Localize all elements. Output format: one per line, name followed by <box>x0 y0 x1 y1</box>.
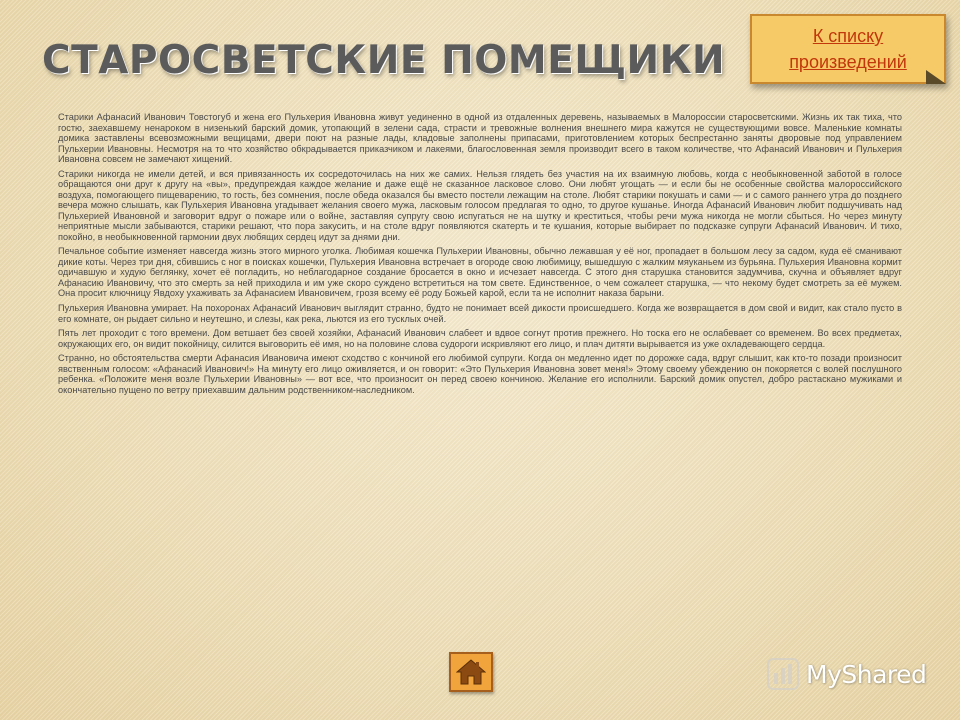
home-button[interactable] <box>449 652 493 692</box>
paragraph: Старики никогда не имели детей, и вся привязанность их сосредоточилась на них же самих. Нельзя глядеть без участия на их взаимную любовь, когда с необыкновенной заботой в голосе обращаются они друг к другу на «вы», предупреждая каждое желание и даже ещё не сказанное ласковое слово. Они любят угощать — и если бы не особенные свойства малороссийского воздуха, помогающего пищеварению, то гость, без сомнения, после обеда оказался бы вместо постели лежащим на столе. Любят старики покушать и сами — и с самого раннего утра до позднего вечера можно слышать, как Пульхерия Ивановна угадывает желания своего мужа, ласковым голосом предлагая то одно, то другое кушанье. Иногда Афанасий Иванович любит подшучивать над Пульхерией Ивановной и заговорит вдруг о пожаре или о войне, заставляя супругу свою испугаться не на шутку и креститься, чтобы речи мужа никогда не могли сбыться. Но через минуту неприятные мысли забываются, старики решают, что пора закусить, и на столе вдруг появляются скатерть и те кушания, которые выбирает по подсказке супруги Афанасий Иванович. И тихо, покойно, в необыкновенной гармонии двух любящих сердец идут за днями дни. <box>58 168 902 242</box>
myshared-logo <box>766 656 926 692</box>
paragraph: Старики Афанасий Иванович Товстогуб и жена его Пульхерия Ивановна живут уединенно в одной из отдаленных деревень, называемых в Малороссии старосветскими. Жизнь их так тиха, что гостю, заехавшему ненароком в низенький барский домик, утопающий в зелени сада, страсти и тревожные волнения внешнего мира кажутся не существующими вовсе. Маленькие комнаты домика заставлены всевозможными вещицами, двери поют на разные лады, кладовые заполнены припасами, приготовлением которых беспрестанно заняты дворовые под управлением Пульхерии Ивановны. Несмотря на то что хозяйство обкрадывается приказчиком и лакеями, благословенная земля производит всего в таком количестве, что Афанасий Иванович и Пульхерия Ивановна совсем не замечают хищений. <box>58 112 902 164</box>
summary-text <box>58 112 902 400</box>
myshared-logo-icon <box>766 657 800 691</box>
logo-text: MyShared <box>806 659 927 689</box>
paragraph: Пульхерия Ивановна умирает. На похоронах Афанасий Иванович выглядит странно, будто не понимает всей дикости происшедшего. Когда же возвращается в дом свой и видит, как стало пусто в его комнате, он рыдает сильно и неутешно, и слезы, как река, льются из его тусклых очей. <box>58 303 902 324</box>
paragraph: Странно, но обстоятельства смерти Афанасия Ивановича имеют сходство с кончиной его любимой супруги. Когда он медленно идет по дорожке сада, вдруг слышит, как кто-то позади произносит явственным голосом: «Афанасий Иванович!» На минуту его лицо оживляется, и он говорит: «Это Пульхерия Ивановна зовет меня!» Этому своему убеждению он покоряется с волей послушного ребенка. «Положите меня возле Пульхерии Ивановны» — вот все, что произносит он перед своею кончиною. Желание его исполнили. Барский домик опустел, добро растаскано мужиками и окончательно пущено по ветру приехавшим дальним родственником-наследником. <box>58 353 902 395</box>
paragraph: Печальное событие изменяет навсегда жизнь этого мирного уголка. Любимая кошечка Пульхерии Ивановны, обычно лежавшая у её ног, пропадает в большом лесу за садом, куда её сманивают дикие коты. Через три дня, сбившись с ног в поисках кошечки, Пульхерия Ивановна встречает в огороде свою любимицу, вышедшую с жалким мяуканьем из бурьяна. Пульхерия Ивановна кормит одичавшую и худую беглянку, хочет её погладить, но неблагодарное создание бросается в окно и исчезает навсегда. С этого дня старушка становится задумчива, скучна и объявляет вдруг Афанасию Ивановичу, что это смерть за ней приходила и им уже скоро суждено встретиться на том свете. Единственное, о чем сожалеет старушка, — что некому будет смотреть за её мужем. Она просит ключницу Явдоху ухаживать за Афанасием Ивановичем, грозя всему её роду Божьей карой, если та не исполнит наказа барыни. <box>58 246 902 299</box>
works-list-button[interactable] <box>750 14 946 84</box>
paragraph: Пять лет проходит с того времени. Дом ветшает без своей хозяйки, Афанасий Иванович слабеет и вдвое согнут против прежнего. Но тоска его не ослабевает со временем. Во всех предметах, окружающих его, он видит покойницу, силится выговорить её имя, но на половине слова судороги искривляют его лицо, и плач дитяти вырывается из уже охладевающего сердца. <box>58 328 902 349</box>
works-list-link[interactable]: К списку произведений <box>789 26 907 72</box>
home-icon <box>456 658 486 686</box>
slide-title: СТАРОСВЕТСКИЕ ПОМЕЩИКИ <box>42 38 726 83</box>
